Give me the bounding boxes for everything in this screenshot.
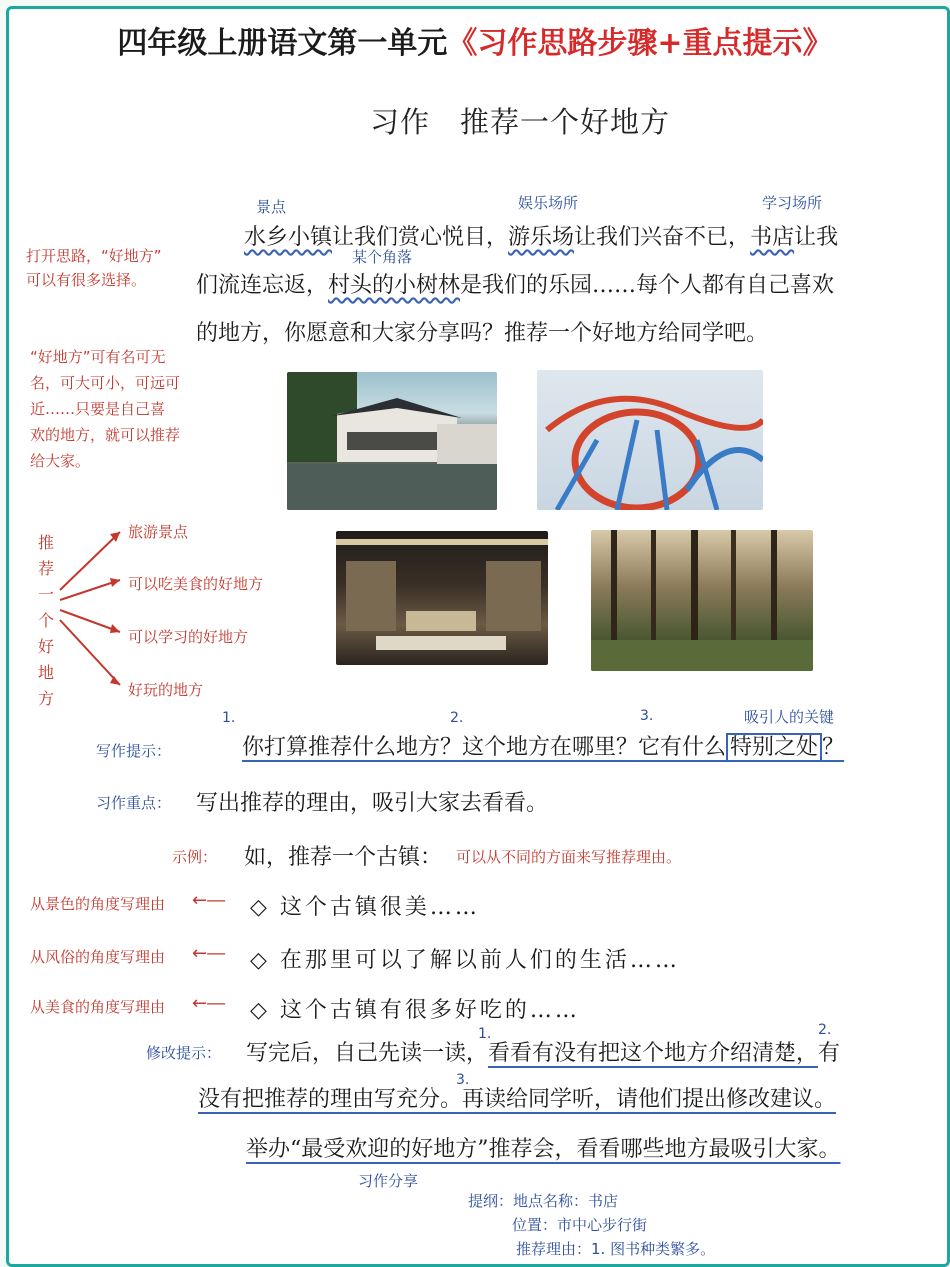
example-text: 如，推荐一个古镇： (244, 845, 443, 870)
focus-text: 写出推荐的理由，吸引大家去看看。 (196, 791, 549, 816)
annotation-study: 学习场所 (762, 194, 823, 212)
example-angle-2: 从风俗的角度写理由 (30, 948, 166, 966)
event-underlined: 举办“最受欢迎的好地方”推荐会，看看哪些地方最吸引大家。 (246, 1137, 841, 1162)
intro-text: 让我 (794, 225, 839, 250)
bookstore-icon (336, 531, 548, 665)
revision-line-2 (198, 1082, 836, 1113)
lesson-subtitle: 习作 推荐一个好地方 (370, 105, 671, 139)
annotation-corner: 某个角落 (352, 248, 413, 266)
tip-number-2: 2. (450, 710, 464, 726)
bookstore-photo (336, 531, 548, 665)
annotation-entertainment: 娱乐场所 (518, 194, 579, 212)
mind-map-char: 推 (37, 533, 54, 552)
side-note-open-mind (26, 244, 162, 292)
left-arrow-icon: ←― (192, 993, 226, 1014)
side-note-good-place (30, 344, 180, 474)
intro-water-town: 水乡小镇 (244, 225, 333, 250)
outline-line-1 (468, 1190, 618, 1211)
tip-number-3: 3. (640, 708, 654, 724)
side-note-line: 欢的地方，就可以推荐 (30, 426, 181, 444)
mind-map-branch-2: 可以吃美食的好地方 (128, 575, 264, 593)
tip-number-1: 1. (222, 710, 236, 726)
mind-map-branch-1: 旅游景点 (128, 523, 189, 541)
example-note: 可以从不同的方面来写推荐理由。 (456, 848, 682, 866)
forest-icon (591, 530, 813, 671)
tip-special-feature: 特别之处 (726, 733, 822, 762)
intro-grove: 村头的小树林 (328, 273, 461, 298)
revision-text: 有 (818, 1041, 841, 1066)
mind-map-char: 方 (37, 689, 54, 708)
example-angle-1: 从景色的角度写理由 (30, 895, 166, 913)
roller-coaster-photo (537, 370, 763, 510)
tip-key-note: 吸引人的关键 (744, 708, 835, 726)
writing-tips-text (242, 730, 844, 761)
water-town-icon (287, 372, 497, 510)
tip-question-3-end: ？ (822, 735, 845, 760)
intro-line-3: 的地方，你愿意和大家分享吗？推荐一个好地方给同学吧。 (196, 321, 769, 346)
arrow-head-icon (110, 578, 120, 587)
intro-line-1 (244, 220, 838, 251)
revision-label: 修改提示： (146, 1044, 222, 1062)
tip-question-3-text: 它有什么 (638, 735, 727, 760)
title-prefix: 四年级上册语文第一单元 (117, 26, 448, 61)
example-item-3: ◇ 这个古镇有很多好吃的…… (250, 998, 580, 1023)
side-note-line: “好地方”可有名可无 (30, 348, 166, 366)
water-town-photo (287, 372, 497, 510)
event-text (246, 1132, 841, 1163)
mind-map-branch-4: 好玩的地方 (128, 681, 204, 699)
arrow-head-icon (110, 624, 120, 633)
revision-point-1: 看看有没有把这个地方介绍清楚， (488, 1041, 819, 1066)
mind-map-char: 荐 (37, 559, 54, 578)
intro-bookstore: 书店 (750, 225, 795, 250)
outline-reason: 推荐理由：1. 图书种类繁多。 (516, 1240, 716, 1258)
mind-map-char: 地 (37, 663, 54, 682)
writing-tips-label: 写作提示： (96, 742, 172, 760)
outline-name: 地点名称：书店 (513, 1192, 619, 1210)
left-arrow-icon: ←― (192, 943, 226, 964)
tip-question-2: 这个地方在哪里？ (462, 735, 639, 760)
mind-map-branch-3: 可以学习的好地方 (128, 628, 249, 646)
left-arrow-icon: ←― (192, 890, 226, 911)
intro-amusement-park: 游乐场 (508, 225, 575, 250)
side-note-line: 可以有很多选择。 (26, 271, 147, 289)
mind-map-arrows (58, 520, 128, 700)
focus-label: 习作重点： (96, 794, 172, 812)
intro-line-2 (196, 268, 834, 299)
side-note-line: 近……只要是自己喜 (30, 400, 166, 418)
example-item-1: ◇ 这个古镇很美…… (250, 895, 480, 920)
revision-point-3: 再读给同学听，请他们提出修改建议。 (462, 1087, 837, 1112)
mind-map-char: 个 (37, 611, 54, 630)
intro-text: 是我们的乐园……每个人都有自己喜欢 (460, 273, 835, 298)
side-note-line: 打开思路，“好地方” (26, 247, 162, 265)
outline-label: 提纲： (468, 1192, 514, 1210)
title-highlight: 《习作思路步骤+重点提示》 (447, 26, 833, 61)
revision-point-2: 没有把推荐的理由写充分。 (198, 1087, 463, 1112)
intro-text: 们流连忘返， (196, 273, 329, 298)
side-note-line: 名，可大可小，可远可 (30, 374, 181, 392)
revision-number-2: 2. (818, 1022, 832, 1038)
intro-text: 让我们赏心悦目， (332, 225, 509, 250)
side-note-line: 给大家。 (30, 452, 91, 470)
outline-location: 位置：市中心步行街 (512, 1216, 648, 1234)
example-label: 示例： (172, 848, 218, 866)
revision-number-1: 1. (478, 1026, 492, 1042)
mind-map-char: 一 (37, 585, 54, 604)
page-title (0, 18, 950, 62)
mind-map-root (36, 530, 56, 712)
tip-question-1: 你打算推荐什么地方？ (242, 735, 463, 760)
forest-photo (591, 530, 813, 671)
roller-coaster-icon (537, 370, 763, 510)
revision-number-3: 3. (456, 1072, 470, 1088)
arrow-line (60, 580, 120, 600)
example-angle-3: 从美食的角度写理由 (30, 998, 166, 1016)
tip-question-3 (638, 733, 844, 762)
share-label: 习作分享 (358, 1172, 419, 1190)
revision-line-1 (246, 1036, 840, 1067)
intro-text: 让我们兴奋不已， (574, 225, 751, 250)
annotation-scenic: 景点 (256, 198, 287, 216)
arrow-head-icon (110, 676, 120, 685)
revision-text: 写完后，自己先读一读， (246, 1041, 489, 1066)
example-item-2: ◇ 在那里可以了解以前人们的生活…… (250, 948, 680, 973)
mind-map-char: 好 (37, 637, 54, 656)
